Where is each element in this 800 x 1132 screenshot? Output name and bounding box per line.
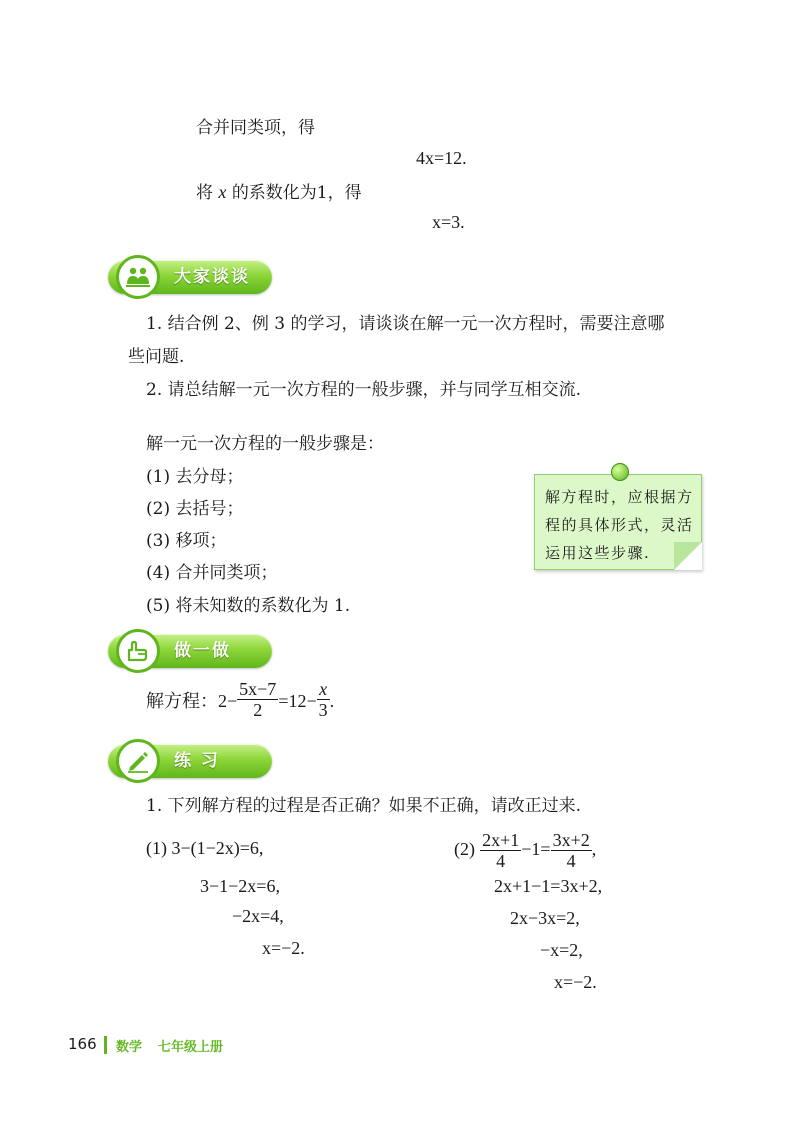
footer-subject: 数学 — [116, 1040, 143, 1055]
text-coefficient: 将 x 的系数化为1，得 — [196, 182, 362, 203]
solution-right-line: x=−2. — [554, 972, 597, 992]
exercise-question-1: 1. 下列解方程的过程是否正确？如果不正确，请改正过来. — [146, 796, 582, 816]
discuss-question-2: 2. 请总结解一元一次方程的一般步骤，并与同学互相交流. — [146, 380, 582, 400]
equation-x-3: x=3. — [432, 212, 465, 232]
section-header-try — [108, 634, 272, 668]
discuss-question-1b: 些问题. — [128, 347, 185, 367]
solution-left-line: 3−1−2x=6, — [200, 876, 280, 896]
tip-sticky-note — [534, 474, 702, 570]
section-header-discuss — [108, 260, 272, 294]
solution-right-line: 2x−3x=2, — [510, 908, 580, 928]
section-header-exercise — [108, 744, 272, 778]
equation-4x-12: 4x=12. — [416, 148, 467, 168]
discuss-question-1a: 1. 结合例 2、例 3 的学习，请谈谈在解一元一次方程时，需要注意哪 — [146, 314, 665, 334]
footer-divider — [104, 1036, 107, 1054]
step-item: (2) 去括号； — [146, 499, 244, 519]
section-title-try: 做一做 — [174, 641, 231, 661]
hand-icon — [116, 629, 160, 673]
discuss-people-icon — [116, 255, 160, 299]
section-title-exercise: 练 习 — [174, 751, 220, 771]
solution-left-line: x=−2. — [262, 938, 305, 958]
solution-right-line: −x=2, — [540, 940, 583, 960]
solution-left-line: (1) 3−(1−2x)=6, — [146, 838, 264, 858]
solution-right-first-line: (2) $\frac{2x+1}{4}$ −1= $\frac{3x+2}{4}$ , — [454, 830, 597, 871]
section-title-discuss: 大家谈谈 — [174, 267, 250, 287]
page-number: 166 — [68, 1035, 97, 1053]
pencil-icon — [116, 739, 160, 783]
page-curl-decoration — [674, 542, 702, 570]
text-combine-like-terms: 合并同类项，得 — [196, 118, 315, 138]
pushpin-icon — [611, 463, 629, 481]
step-item: (5) 将未知数的系数化为 1. — [146, 596, 351, 616]
step-item: (3) 移项； — [146, 531, 227, 551]
tip-text: 解方程时，应根据方程的具体形式，灵活运用这些步骤. — [545, 488, 694, 562]
try-equation: 解方程：2− $\frac{5x-7}{2}$ =12− $\frac{x}{3}$ . — [146, 679, 335, 720]
steps-intro: 解一元一次方程的一般步骤是： — [146, 434, 384, 454]
solution-left-line: −2x=4, — [232, 906, 284, 926]
step-item: (1) 去分母； — [146, 467, 244, 487]
step-item: (4) 合并同类项； — [146, 563, 278, 583]
solution-right-line: 2x+1−1=3x+2, — [494, 876, 603, 896]
footer-grade: 七年级上册 — [158, 1040, 224, 1055]
